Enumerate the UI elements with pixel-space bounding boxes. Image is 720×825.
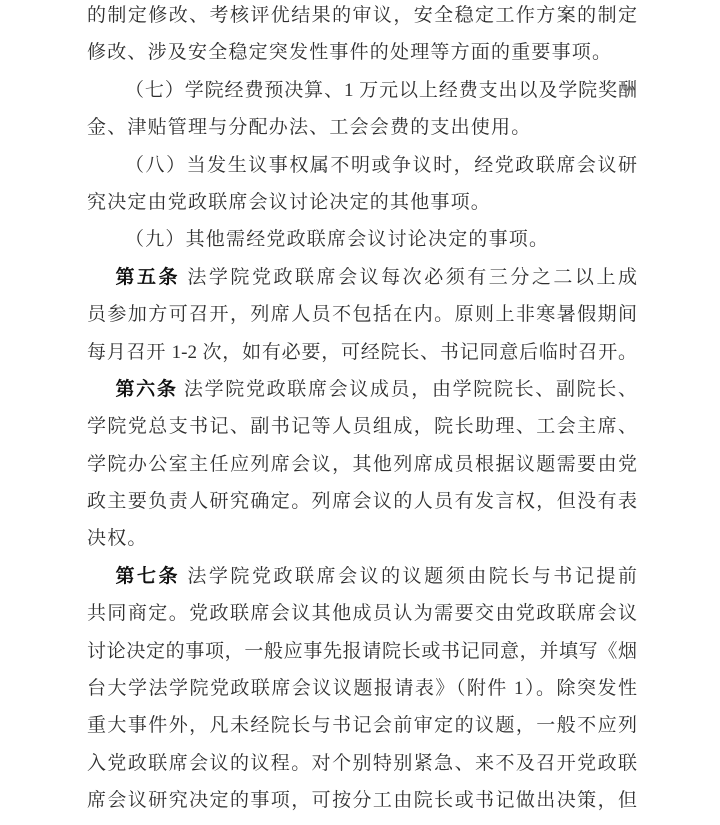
text-segment: 决权。 xyxy=(87,528,148,550)
text-segment: 员参加方可召开，列席人员不包括在内。原则上非寒暑假期间 xyxy=(87,304,637,326)
text-segment: 修改、涉及安全稳定突发性事件的处理等方面的重要事项。 xyxy=(87,42,613,64)
text-segment: 每月召开 1-2 次，如有必要，可经院长、书记同意后临时召开。 xyxy=(87,341,637,363)
article-heading: 第六条 xyxy=(115,378,178,400)
text-segment: 台大学法学院党政联席会议议题报请表》（附件 1）。除突发性 xyxy=(87,678,637,700)
text-line xyxy=(87,446,637,483)
text-line xyxy=(87,745,637,782)
text-segment: 的制定修改、考核评优结果的审议，安全稳定工作方案的制定 xyxy=(87,5,637,26)
text-line xyxy=(87,520,637,557)
text-line xyxy=(87,72,637,109)
text-segment: 学院党总支书记、副书记等人员组成，院长助理、工会主席、 xyxy=(87,416,637,438)
text-line xyxy=(87,371,637,408)
text-line xyxy=(87,334,637,371)
article-heading: 第五条 xyxy=(115,266,181,288)
text-line xyxy=(87,595,637,632)
text-line xyxy=(87,408,637,445)
text-segment: 入党政联席会议的议程。对个别特别紧急、来不及召开党政联 xyxy=(87,752,637,774)
text-segment: 法学院党政联席会议每次必须有三分之二以上成 xyxy=(180,266,637,288)
text-line xyxy=(87,34,637,71)
text-line xyxy=(87,184,637,221)
text-segment: （九）其他需经党政联席会议讨论决定的事项。 xyxy=(125,229,550,251)
text-line xyxy=(87,0,637,34)
article-heading: 第七条 xyxy=(115,565,181,587)
text-segment: 政主要负责人研究确定。列席会议的人员有发言权，但没有表 xyxy=(87,491,637,513)
text-segment: 法学院党政联席会议成员，由学院院长、副院长、 xyxy=(177,378,637,400)
text-segment: （七）学院经费预决算、1 万元以上经费支出以及学院奖酬 xyxy=(125,79,637,101)
text-line xyxy=(87,483,637,520)
text-segment: 席会议研究决定的事项，可按分工由院长或书记做出决策，但 xyxy=(87,790,637,812)
text-segment: 重大事件外，凡未经院长与书记会前审定的议题，一般不应列 xyxy=(87,715,637,737)
text-line xyxy=(87,147,637,184)
document-body xyxy=(87,0,637,820)
text-segment: 究决定由党政联席会议讨论决定的其他事项。 xyxy=(87,191,492,213)
text-line xyxy=(87,296,637,333)
text-line xyxy=(87,782,637,819)
text-segment: （八）当发生议事权属不明或争议时，经党政联席会议研 xyxy=(125,154,637,176)
text-line xyxy=(87,707,637,744)
text-line xyxy=(87,221,637,258)
text-segment: 法学院党政联席会议的议题须由院长与书记提前 xyxy=(180,565,637,587)
text-segment: 金、津贴管理与分配办法、工会会费的支出使用。 xyxy=(87,117,532,139)
text-segment: 共同商定。党政联席会议其他成员认为需要交由党政联席会议 xyxy=(87,603,637,625)
text-line xyxy=(87,633,637,670)
text-line xyxy=(87,558,637,595)
text-line xyxy=(87,109,637,146)
text-segment: 学院办公室主任应列席会议，其他列席成员根据议题需要由党 xyxy=(87,453,637,475)
text-segment: 讨论决定的事项，一般应事先报请院长或书记同意，并填写《烟 xyxy=(87,640,637,662)
text-line xyxy=(87,670,637,707)
text-line xyxy=(87,259,637,296)
